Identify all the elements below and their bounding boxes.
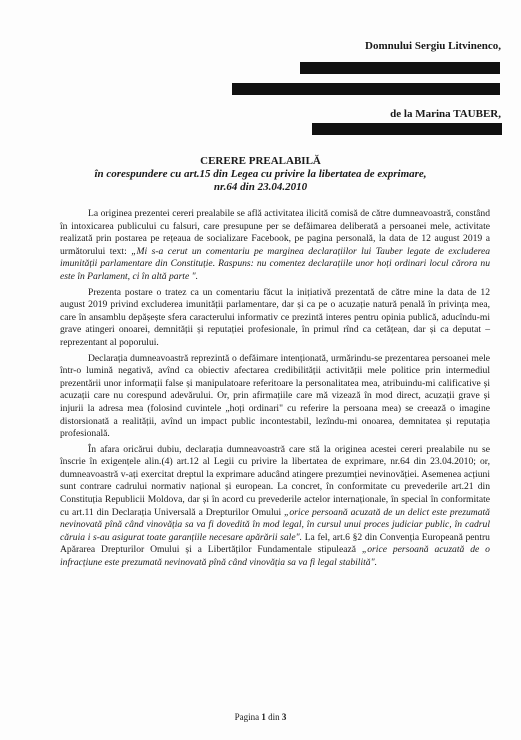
recipient-line: Domnului Sergiu Litvinenco,: [365, 40, 501, 52]
document-title: CERERE PREALABILĂ: [200, 155, 321, 167]
document-subtitle-1: în corespundere cu art.15 din Legea cu privire la libertatea de exprimare,: [94, 168, 427, 180]
quote-text: „orice persoană acuzată de o infracțiune este prezumată nevinovată pînă când vinovăția sa va fi legal stabilită".: [60, 544, 490, 569]
quote-text: „orice persoană acuzată de un delict este prezumată nevinovată pînă când vinovăția sa va fi dovedită în mod legal, în cursul unui proces judiciar public, în cadrul căruia i s-au asigurat toate garanțiile necesare apărării sale".: [60, 506, 490, 543]
paragraph-2: Prezenta postare o tratez ca un comentariu făcut la inițiativă prezentată de către mine la data de 12 august 2019 privind excluderea imunității parlamentare, dar și ca pe o acuzație natură penală în privința mea, care în ansamblu depășește sfera caracterului informativ ce prezintă interes pentru opinia publică, aducîndu-mi grave atingeri onoarei, demnității și reputației profesionale, în primul rînd ca cetățean, dar și ca deputat – reprezentant al poporului.: [60, 286, 490, 348]
sender-line: de la Marina TAUBER,: [390, 108, 501, 120]
redacted-block: [312, 123, 502, 135]
redacted-block: [232, 83, 500, 95]
redacted-block: [300, 62, 500, 74]
page-number: Pagina 1 din 3: [234, 712, 287, 722]
document-subtitle-2: nr.64 din 23.04.2010: [213, 181, 308, 193]
paragraph-3: Declarația dumneavoastră reprezintă o defăimare intenționată, urmărindu-se prezentarea persoanei mele într-o lumină negativă, avînd ca obiectiv afectarea credibilității activității mele politice prin intermediul prezentării unor informații false și manipulatoare referitoare la personalitatea mea, atribuindu-mi calificative și acuzații care nu corespund adevărului. Or, prin afirmațiile care mă vizează în mod direct, acuzații grave și injurii la adresa mea (folosind cuvintele „hoți ordinari" cu referire la persoana mea) se creează o imagine distorsionată a realității, avînd un impact public incontestabil, lezîndu-mi onoarea, demnitatea și reputația profesională.: [60, 352, 490, 440]
paragraph-4: În afara oricărui dubiu, declarația dumneavoastră care stă la originea acestei cereri prealabile nu se înscrie în exigențele alin.(4) art.12 al Legii cu privire la libertatea de exprimare, nr.64 din 23.04.2010; or, dumneavoastră v-ați exercitat dreptul la exprimare aducând atingere prezumției nevinovăției. Asemenea acțiuni sunt contrare cadrului normativ național și european. La concret, în conformitate cu prevederile art.21 din Constituția Republicii Moldova, dar și în acord cu prevederile actelor internaționale, în special în conformitate cu art.11 din Declarația Universală a Drepturilor Omului „orice persoană acuzată de un delict este prezumată nevinovată pînă când vinovăția sa va fi dovedită în mod legal, în cursul unui proces judiciar public, în cadrul căruia i s-au asigurat toate garanțiile necesare apărării sale". La fel, art.6 §2 din Convenția Europeană pentru Apărarea Drepturilor Omului și a Libertăților Fundamentale stipulează „orice persoană acuzată de o infracțiune este prezumată nevinovată pînă când vinovăția sa va fi legal stabilită".: [60, 443, 490, 569]
quote-text: „Mi s-a cerut un comentariu pe marginea declarațiilor lui Tauber legate de excluderea imunității parlamentare din Constituție. Raspuns: nu comentez declarațiile unor hoți ordinari locul cărora nu este în Parlament, ci în altă parte ".: [60, 245, 491, 282]
paragraph-1: La originea prezentei cereri prealabile se află activitatea ilicită comisă de către dumneavoastră, constând în intoxicarea publicului cu falsuri, care presupune per se defăimarea deliberată a persoanei mele, activitate realizată prin postarea pe rețeaua de socializare Facebook, pe pagina personală, la data de 12 august 2019 a următorului text: „Mi s-a cerut un comentariu pe marginea declarațiilor lui Tauber legate de excluderea imunității parlamentare din Constituție. Raspuns: nu comentez declarațiile unor hoți ordinari locul cărora nu este în Parlament, ci în altă parte ".: [60, 208, 491, 282]
document-body: [60, 208, 490, 573]
